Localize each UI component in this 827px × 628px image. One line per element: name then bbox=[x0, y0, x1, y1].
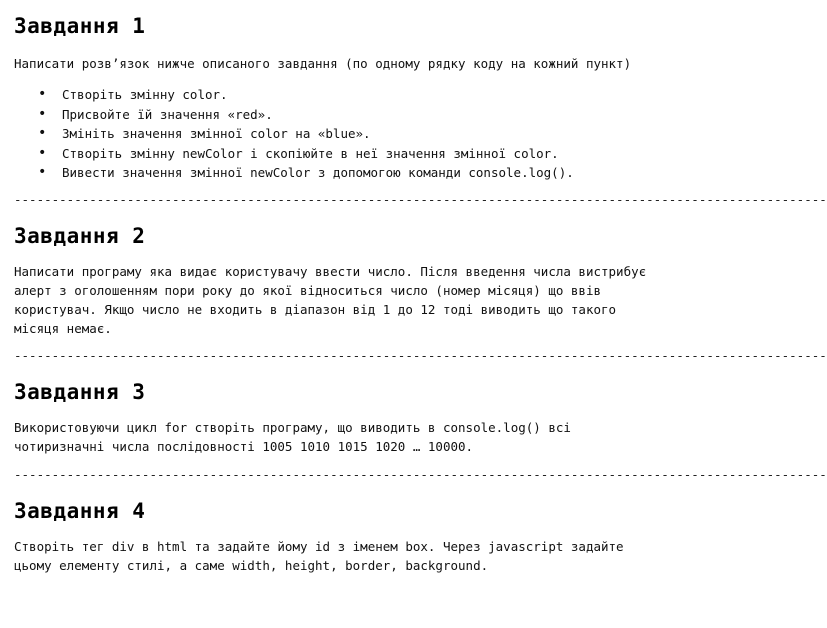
task-2-title: Завдання 2 bbox=[14, 224, 146, 248]
task-1-description: Написати розв’язок нижче описаного завдання (по одному рядку коду на кожний пункт) bbox=[14, 56, 632, 71]
task-2-line-3: користувач. Якщо число не входить в діапазон від 1 до 12 тоді виводить що такого bbox=[14, 302, 617, 317]
task-3-title: Завдання 3 bbox=[14, 380, 146, 404]
task-2-line-1: Написати програму яка видає користувачу ввести число. Після введення числа вистрибує bbox=[14, 264, 647, 279]
task-1-item-2: • Присвойте їй значення «red». bbox=[14, 105, 730, 125]
task-4-line-2: цьому елементу стилі, а саме width, height, border, background. bbox=[14, 558, 489, 573]
task-1-item-4: • Створіть змінну newColor і скопіюйте в неї значення змінної color. bbox=[14, 144, 730, 164]
task-1-item-5: • Вивести значення змінної newColor з допомогою команди console.log(). bbox=[14, 163, 730, 183]
task-4-line-1: Створіть тег div в html та задайте йому id з іменем box. Через javascript задайте bbox=[14, 539, 624, 554]
section-divider: ------------------------------------------------------------------------------------------------------------ bbox=[14, 192, 827, 207]
task-1-title: Завдання 1 bbox=[14, 14, 146, 38]
task-3-description bbox=[14, 418, 730, 456]
task-1-section bbox=[14, 14, 730, 183]
task-2-line-4: місяця немає. bbox=[14, 321, 112, 336]
task-1-item-1: • Створіть змінну color. bbox=[14, 85, 730, 105]
section-divider: ------------------------------------------------------------------------------------------------------------ bbox=[14, 467, 827, 482]
task-3-section bbox=[14, 380, 730, 456]
task-2-section bbox=[14, 224, 730, 338]
section-divider: ------------------------------------------------------------------------------------------------------------ bbox=[14, 348, 827, 363]
task-4-title: Завдання 4 bbox=[14, 499, 146, 523]
task-4-section bbox=[14, 499, 730, 575]
task-3-line-1: Використовуючи цикл for створіть програму, що виводить в console.log() всі bbox=[14, 420, 571, 435]
task-2-line-2: алерт з оголошенням пори року до якої відноситься число (номер місяця) що ввів bbox=[14, 283, 601, 298]
task-4-description bbox=[14, 537, 730, 575]
task-3-line-2: чотиризначні числа послідовності 1005 1010 1015 1020 … 10000. bbox=[14, 439, 474, 454]
task-1-list bbox=[14, 85, 730, 183]
task-2-description bbox=[14, 262, 730, 338]
task-1-item-3: • Змініть значення змінної color на «blue». bbox=[14, 124, 730, 144]
